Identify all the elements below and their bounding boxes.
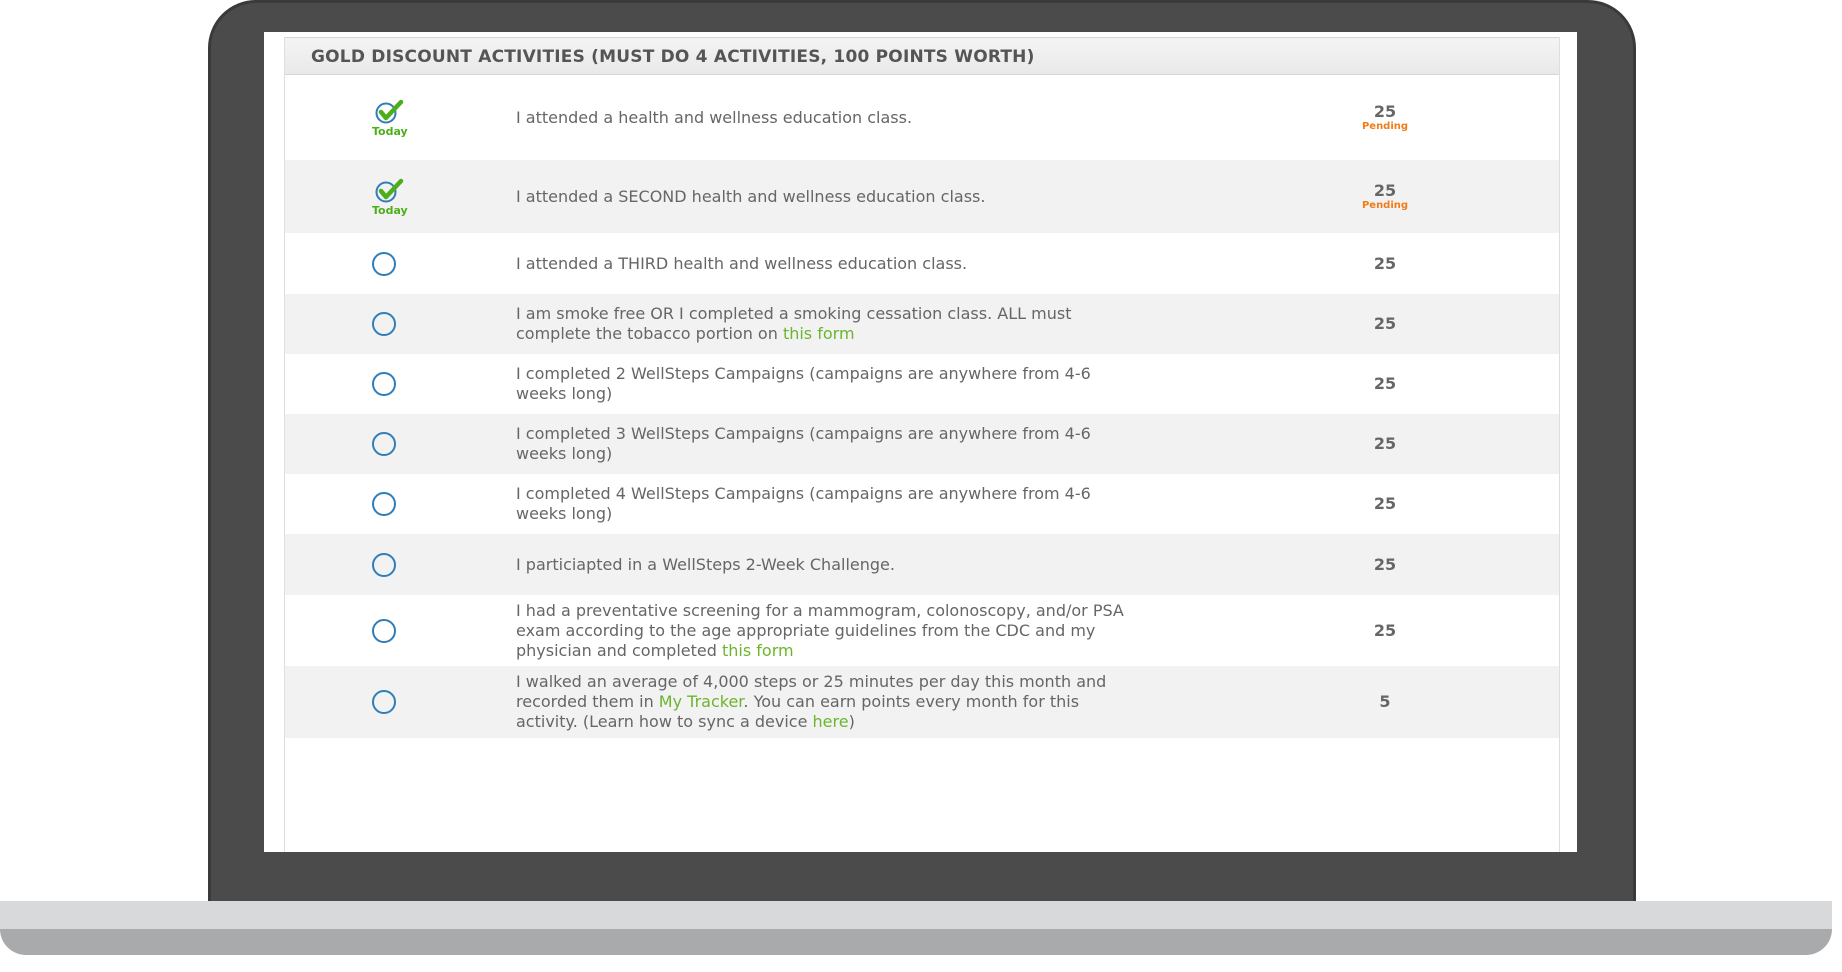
activity-status <box>372 553 396 577</box>
activity-list <box>285 75 1559 738</box>
activity-description <box>516 364 1126 404</box>
activity-row <box>285 75 1559 160</box>
activity-text: I particiapted in a WellSteps 2-Week Challenge. <box>516 554 895 574</box>
activity-points <box>1345 622 1425 640</box>
activity-text: I completed 3 WellSteps Campaigns (campaigns are anywhere from 4-6 weeks long) <box>516 424 1091 463</box>
completed-date-label: Today <box>372 124 408 138</box>
activity-status <box>372 432 396 456</box>
points-value: 25 <box>1373 314 1397 333</box>
gold-activities-panel <box>284 37 1560 852</box>
activity-status <box>372 98 408 138</box>
activity-text: I completed 4 WellSteps Campaigns (campaigns are anywhere from 4-6 weeks long) <box>516 484 1091 523</box>
laptop-screen <box>264 32 1577 852</box>
activity-points <box>1345 255 1425 273</box>
activity-description <box>516 672 1126 732</box>
activity-points <box>1345 495 1425 513</box>
activity-text: I had a preventative screening for a mammogram, colonoscopy, and/or PSA exam according to the age appropriate guidelines from the CDC and my physician and completed <box>516 600 1124 660</box>
activity-description <box>516 484 1126 524</box>
form-link[interactable]: this form <box>721 640 794 660</box>
incomplete-circle-checkbox[interactable] <box>372 372 396 396</box>
points-value: 25 <box>1373 494 1397 513</box>
activity-description <box>516 555 1126 575</box>
pending-badge: Pending <box>1361 199 1409 211</box>
activity-description <box>516 424 1126 464</box>
activity-status <box>372 252 396 276</box>
activity-points <box>1345 375 1425 393</box>
activity-status <box>372 312 396 336</box>
section-title: GOLD DISCOUNT ACTIVITIES (MUST DO 4 ACTIVITIES, 100 POINTS WORTH) <box>285 37 1559 75</box>
incomplete-circle-checkbox[interactable] <box>372 553 396 577</box>
activity-points <box>1345 435 1425 453</box>
activity-description <box>516 304 1126 344</box>
activity-points <box>1345 103 1425 133</box>
incomplete-circle-checkbox[interactable] <box>372 432 396 456</box>
activity-row <box>285 666 1559 738</box>
completed-check-icon <box>374 98 406 126</box>
activity-text: I am smoke free OR I completed a smoking cessation class. ALL must complete the tobacco portion on <box>516 304 1072 343</box>
sync-device-link[interactable]: here <box>812 712 849 731</box>
laptop-base-edge <box>0 929 1832 955</box>
laptop-base <box>0 901 1832 929</box>
activity-points <box>1345 315 1425 333</box>
activity-text: I attended a SECOND health and wellness education class. <box>516 186 986 206</box>
points-value: 25 <box>1373 434 1397 453</box>
my-tracker-link[interactable]: My Tracker <box>658 692 744 711</box>
activity-row <box>285 414 1559 474</box>
points-value: 25 <box>1373 253 1397 273</box>
activity-points <box>1345 556 1425 574</box>
incomplete-circle-checkbox[interactable] <box>372 619 396 643</box>
activity-status <box>372 690 396 714</box>
points-value: 25 <box>1373 101 1397 121</box>
activity-description <box>516 254 1126 274</box>
activity-row <box>285 294 1559 354</box>
activity-description <box>516 601 1126 661</box>
completed-check-icon <box>374 177 406 205</box>
activity-text: I attended a THIRD health and wellness education class. <box>516 253 968 273</box>
activity-row <box>285 160 1559 233</box>
activity-text: ) <box>848 712 855 731</box>
points-value: 25 <box>1373 374 1397 393</box>
points-value: 25 <box>1373 620 1397 640</box>
activity-row <box>285 534 1559 595</box>
activity-row <box>285 474 1559 534</box>
form-link[interactable]: this form <box>782 324 855 343</box>
activity-status <box>372 492 396 516</box>
activity-status <box>372 177 408 217</box>
activity-description <box>516 108 1126 128</box>
activity-description <box>516 187 1126 207</box>
incomplete-circle-checkbox[interactable] <box>372 312 396 336</box>
activity-status <box>372 619 396 643</box>
activity-text: I attended a health and wellness education class. <box>516 107 913 127</box>
activity-row <box>285 233 1559 294</box>
activity-points <box>1345 693 1425 711</box>
points-value: 25 <box>1373 554 1397 574</box>
incomplete-circle-checkbox[interactable] <box>372 492 396 516</box>
activity-row <box>285 595 1559 666</box>
points-value: 5 <box>1379 692 1391 711</box>
activity-status <box>372 372 396 396</box>
activity-text: . You can earn points every month for this activity. (Learn how to sync a device <box>516 692 1080 731</box>
points-value: 25 <box>1373 180 1397 200</box>
activity-points <box>1345 182 1425 212</box>
completed-date-label: Today <box>372 203 408 217</box>
incomplete-circle-checkbox[interactable] <box>372 252 396 276</box>
incomplete-circle-checkbox[interactable] <box>372 690 396 714</box>
pending-badge: Pending <box>1361 120 1409 132</box>
activity-text: I completed 2 WellSteps Campaigns (campaigns are anywhere from 4-6 weeks long) <box>516 364 1091 403</box>
activity-row <box>285 354 1559 414</box>
activity-text: I walked an average of 4,000 steps or 25 minutes per day this month and recorded them in <box>516 672 1107 711</box>
